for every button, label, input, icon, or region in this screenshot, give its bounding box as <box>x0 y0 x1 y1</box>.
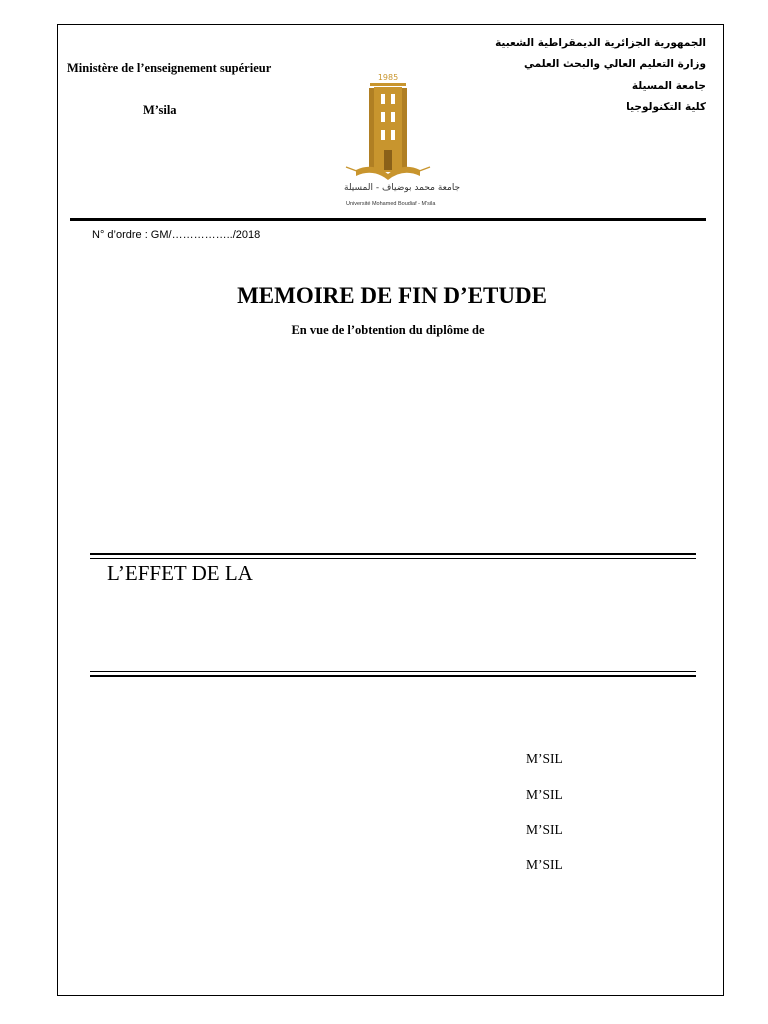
name-entry-2: M’SIL <box>526 787 563 802</box>
ministry-label-ar: وزارة التعليم العالي والبحث العلمي <box>523 58 706 70</box>
university-logo <box>338 70 461 215</box>
faculty-label-ar: كلية التكنولوجيا <box>626 101 706 113</box>
logo-latin-name: Université Mohamed Boudiaf - M'sila <box>346 201 436 207</box>
logo-arabic-name: جامعة محمد بوضياف - المسيلة <box>344 183 461 193</box>
title-rule-top-2 <box>90 558 696 559</box>
ministry-label: Ministère de l’enseignement supérieur <box>67 61 272 75</box>
university-logo-emblem <box>338 70 450 215</box>
order-number: N° d’ordre : GM/……………../2018 <box>92 229 261 241</box>
university-label-ar: جامعة المسيلة <box>631 80 706 92</box>
title-rule-bottom-2 <box>90 675 696 677</box>
title-rule-bottom-1 <box>90 671 696 672</box>
document-title: MEMOIRE DE FIN D’ETUDE <box>237 283 547 308</box>
name-entry-3: M’SIL <box>526 822 563 837</box>
title-rule-top-1 <box>90 553 696 555</box>
thesis-title: L’EFFET DE LA <box>107 561 253 585</box>
name-entry-4: M’SIL <box>526 857 563 872</box>
city-label: M’sila <box>143 103 177 117</box>
republic-label-ar: الجمهورية الجزائرية الديمقراطية الشعبية <box>495 37 706 49</box>
name-entry-1: M’SIL <box>526 751 563 766</box>
header-divider <box>70 218 706 221</box>
svg-text:1985: 1985 <box>377 73 399 82</box>
document-subtitle: En vue de l’obtention du diplôme de <box>291 323 485 337</box>
